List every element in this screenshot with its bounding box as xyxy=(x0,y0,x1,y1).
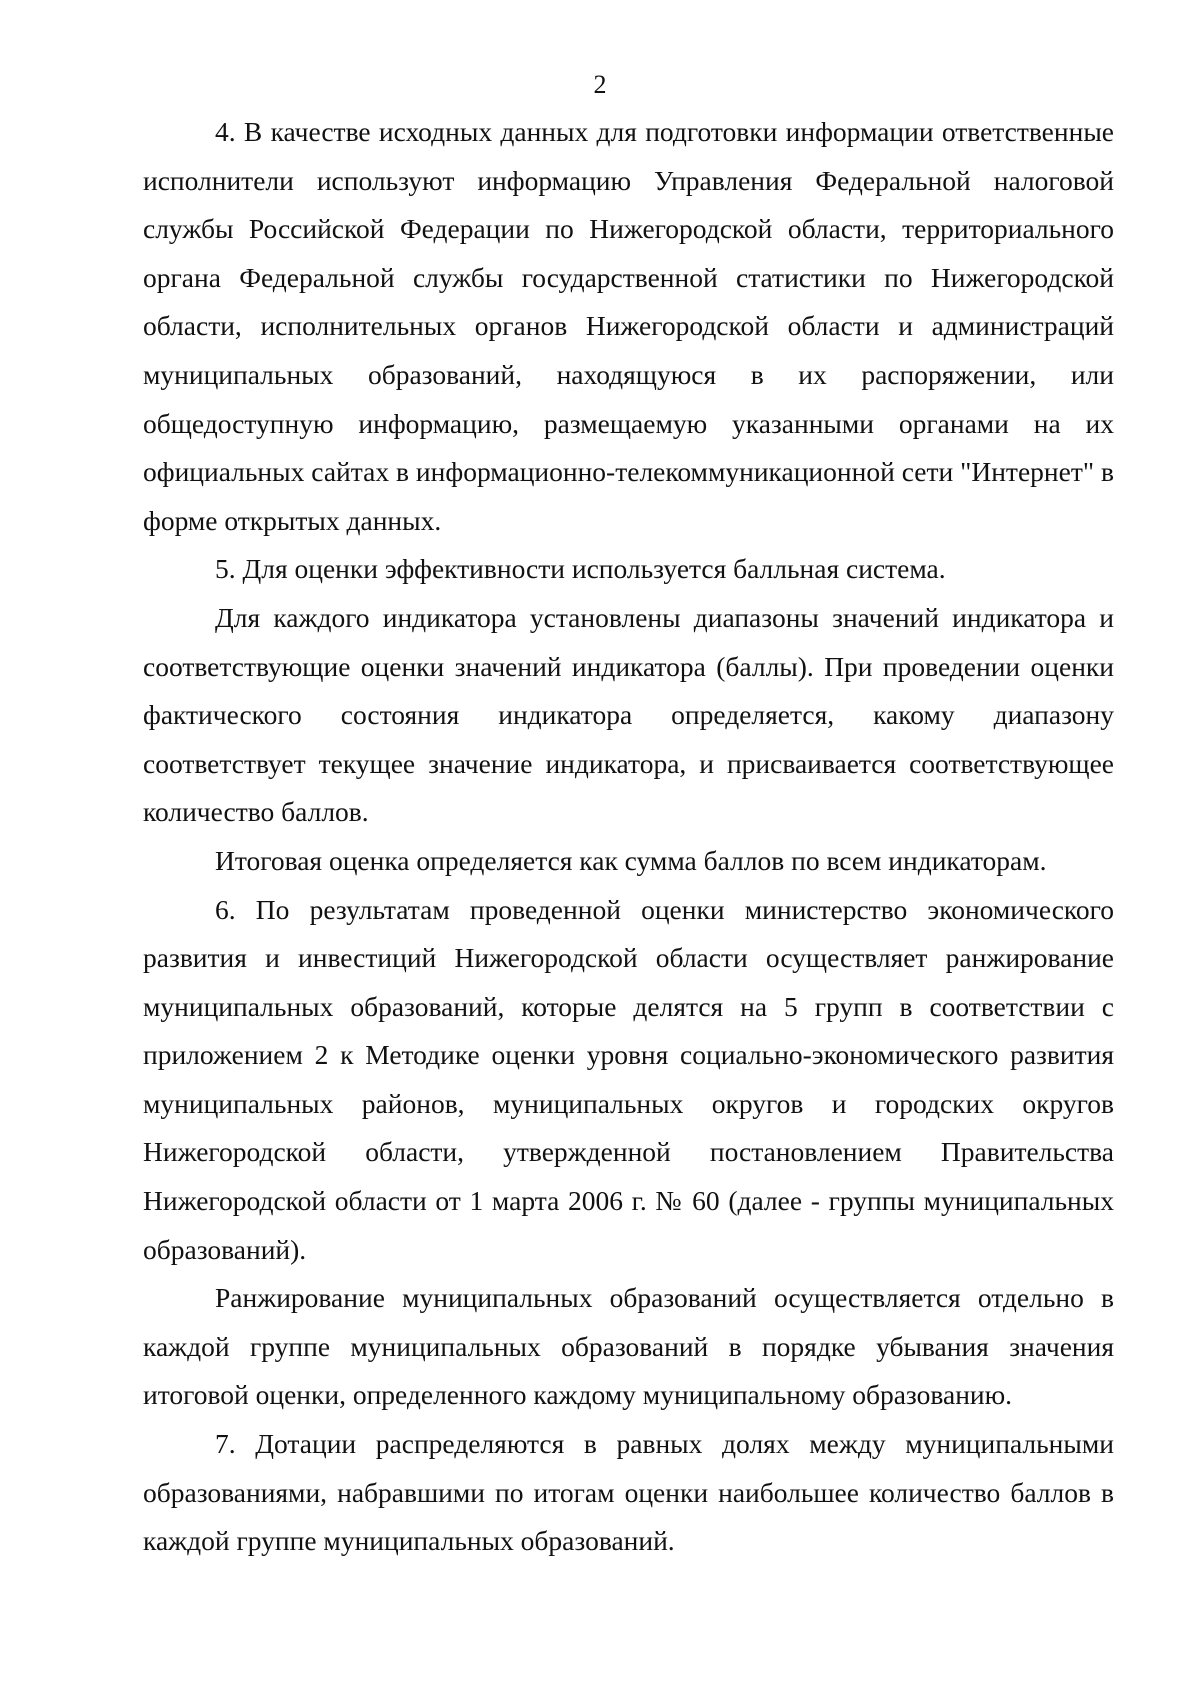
document-body xyxy=(143,108,1114,1566)
paragraph-7-subsidies: 7. Дотации распределяются в равных долях между муниципальными образованиями, набравшими по итогам оценки наибольшее количество баллов в каждой группе муниципальных образований. xyxy=(143,1428,1114,1557)
paragraph-6-ranking: 6. По результатам проведенной оценки министерство экономического развития и инвестиций Нижегородской области осуществляет ранжирование муниципальных образований, которые делятся на 5 групп в соответствии с приложением 2 к Методике оценки уровня социально-экономического развития муниципальных районов, муниципальных округов и городских округов Нижегородской области, утвержденной постановлением Правительства Нижегородской области от 1 марта 2006 г. № 60 (далее - группы муниципальных образований). xyxy=(143,893,1114,1265)
page-number: 2 xyxy=(593,70,607,99)
paragraph-indicator-ranges: Для каждого индикатора установлены диапазоны значений индикатора и соответствующие оценки значений индикатора (баллы). При проведении оценки фактического состояния индикатора определяется, какому диапазону соответствует текущее значение индикатора, и присваивается соответствующее количество баллов. xyxy=(143,601,1114,828)
paragraph-4-source-data: 4. В качестве исходных данных для подготовки информации ответственные исполнители используют информацию Управления Федеральной налоговой службы Российской Федерации по Нижегородской области, территориального органа Федеральной службы государственной статистики по Нижегородской области, исполнительных органов Нижегородской области и администраций муниципальных образований, находящуюся в их распоряжении, или общедоступную информацию, размещаемую указанными органами на их официальных сайтах в информационно-телекоммуникационной сети "Интернет" в форме открытых данных. xyxy=(143,116,1114,536)
paragraph-5-point-system: 5. Для оценки эффективности используется балльная система. xyxy=(215,553,946,585)
paragraph-total-score: Итоговая оценка определяется как сумма баллов по всем индикаторам. xyxy=(215,844,1047,876)
paragraph-ranking-order: Ранжирование муниципальных образований осуществляется отдельно в каждой группе муниципальных образований в порядке убывания значения итоговой оценки, определенного каждому муниципальному образованию. xyxy=(143,1282,1114,1411)
